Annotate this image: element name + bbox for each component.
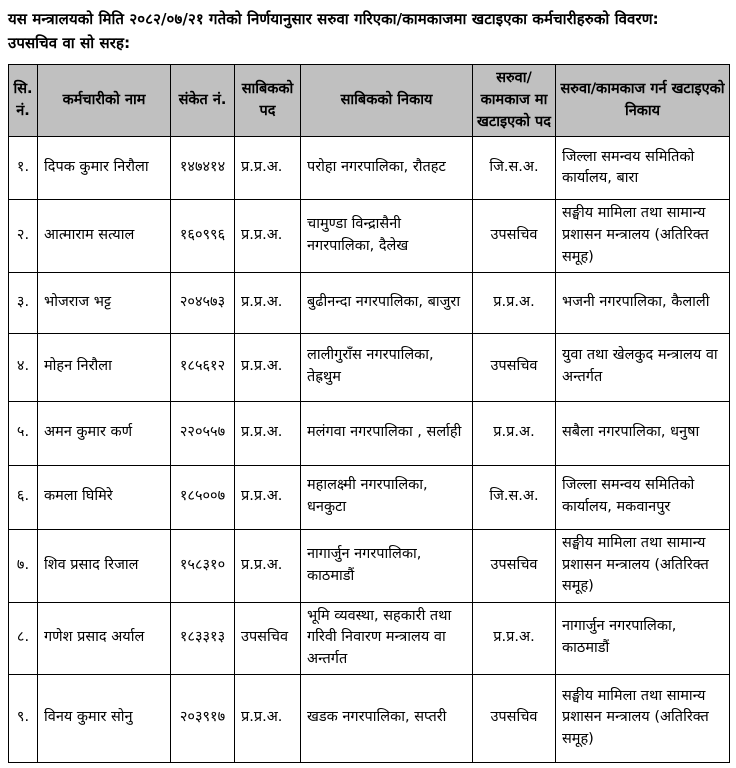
cell-old-post: प्र.प्र.अ. bbox=[235, 200, 301, 272]
cell-serial: ८. bbox=[9, 602, 38, 674]
cell-new-post: प्र.प्र.अ. bbox=[473, 401, 556, 465]
cell-old-post: प्र.प्र.अ. bbox=[235, 333, 301, 401]
cell-serial: ६. bbox=[9, 465, 38, 529]
column-header-code: संकेत नं. bbox=[171, 65, 235, 137]
column-header-name: कर्मचारीको नाम bbox=[38, 65, 171, 137]
table-row bbox=[9, 333, 730, 401]
cell-old-office: चामुण्डा विन्द्रासैनी नगरपालिका, दैलेख bbox=[301, 200, 473, 272]
cell-serial: १. bbox=[9, 137, 38, 200]
cell-code: १४७४१४ bbox=[171, 137, 235, 200]
cell-old-office: परोहा नगरपालिका, रौतहट bbox=[301, 137, 473, 200]
cell-new-office: भजनी नगरपालिका, कैलाली bbox=[556, 272, 730, 333]
cell-serial: २. bbox=[9, 200, 38, 272]
column-header-new-post: सरुवा/कामकाज मा खटाइएको पद bbox=[473, 65, 556, 137]
cell-code: २०४५७३ bbox=[171, 272, 235, 333]
table-row bbox=[9, 602, 730, 674]
cell-name: कमला घिमिरे bbox=[38, 465, 171, 529]
cell-new-office: नागार्जुन नगरपालिका, काठमाडौं bbox=[556, 602, 730, 674]
cell-new-post: जि.स.अ. bbox=[473, 465, 556, 529]
cell-name: शिव प्रसाद रिजाल bbox=[38, 529, 171, 602]
cell-new-office: सङ्घीय मामिला तथा सामान्य प्रशासन मन्त्रालय (अतिरिक्त समूह) bbox=[556, 200, 730, 272]
cell-code: १८५६१२ bbox=[171, 333, 235, 401]
cell-name: आत्माराम सत्याल bbox=[38, 200, 171, 272]
cell-code: १६०९९६ bbox=[171, 200, 235, 272]
cell-old-office: खडक नगरपालिका, सप्तरी bbox=[301, 674, 473, 762]
document-heading bbox=[8, 7, 729, 55]
table-row bbox=[9, 674, 730, 762]
cell-new-post: उपसचिव bbox=[473, 674, 556, 762]
cell-code: २२०५५७ bbox=[171, 401, 235, 465]
cell-old-post: प्र.प्र.अ. bbox=[235, 465, 301, 529]
cell-old-office: मलंगवा नगरपालिका , सर्लाही bbox=[301, 401, 473, 465]
cell-old-office: लालीगुराँस नगरपालिका, तेह्रथुम bbox=[301, 333, 473, 401]
cell-serial: ५. bbox=[9, 401, 38, 465]
cell-name: भोजराज भट्ट bbox=[38, 272, 171, 333]
cell-old-post: प्र.प्र.अ. bbox=[235, 529, 301, 602]
cell-new-office: सङ्घीय मामिला तथा सामान्य प्रशासन मन्त्रालय (अतिरिक्त समूह) bbox=[556, 674, 730, 762]
cell-new-office: जिल्ला समन्वय समितिको कार्यालय, बारा bbox=[556, 137, 730, 200]
cell-serial: ७. bbox=[9, 529, 38, 602]
cell-old-post: प्र.प्र.अ. bbox=[235, 272, 301, 333]
cell-old-office: महालक्ष्मी नगरपालिका, धनकुटा bbox=[301, 465, 473, 529]
cell-new-post: प्र.प्र.अ. bbox=[473, 602, 556, 674]
cell-new-office: जिल्ला समन्वय समितिको कार्यालय, मकवानपुर bbox=[556, 465, 730, 529]
cell-name: गणेश प्रसाद अर्याल bbox=[38, 602, 171, 674]
cell-new-post: उपसचिव bbox=[473, 529, 556, 602]
cell-serial: ९. bbox=[9, 674, 38, 762]
table-header-row bbox=[9, 65, 730, 137]
table-row bbox=[9, 272, 730, 333]
column-header-old-office: साबिकको निकाय bbox=[301, 65, 473, 137]
cell-code: १८५००७ bbox=[171, 465, 235, 529]
cell-code: १५८३१० bbox=[171, 529, 235, 602]
document-heading-line1: यस मन्त्रालयको मिति २०८२/०७/२१ गतेको निर्णयानुसार सरुवा गरिएका/कामकाजमा खटाइएका कर्मचारीहरुको विवरण: bbox=[8, 10, 659, 28]
cell-old-post: उपसचिव bbox=[235, 602, 301, 674]
cell-new-office: युवा तथा खेलकुद मन्त्रालय वा अन्तर्गत bbox=[556, 333, 730, 401]
table-row bbox=[9, 200, 730, 272]
column-header-new-office: सरुवा/कामकाज गर्न खटाइएको निकाय bbox=[556, 65, 730, 137]
cell-name: दिपक कुमार निरौला bbox=[38, 137, 171, 200]
cell-old-post: प्र.प्र.अ. bbox=[235, 137, 301, 200]
document-heading-line2: उपसचिव वा सो सरह: bbox=[8, 34, 131, 52]
cell-serial: ४. bbox=[9, 333, 38, 401]
cell-name: मोहन निरौला bbox=[38, 333, 171, 401]
table-row bbox=[9, 529, 730, 602]
transfer-table bbox=[8, 64, 730, 763]
cell-name: अमन कुमार कर्ण bbox=[38, 401, 171, 465]
table-row bbox=[9, 137, 730, 200]
cell-code: १८३३१३ bbox=[171, 602, 235, 674]
cell-old-post: प्र.प्र.अ. bbox=[235, 674, 301, 762]
cell-serial: ३. bbox=[9, 272, 38, 333]
cell-new-post: जि.स.अ. bbox=[473, 137, 556, 200]
cell-old-office: नागार्जुन नगरपालिका, काठमाडौं bbox=[301, 529, 473, 602]
cell-new-post: उपसचिव bbox=[473, 333, 556, 401]
column-header-serial: सि. नं. bbox=[9, 65, 38, 137]
cell-code: २०३९१७ bbox=[171, 674, 235, 762]
cell-new-office: सबैला नगरपालिका, धनुषा bbox=[556, 401, 730, 465]
cell-new-post: प्र.प्र.अ. bbox=[473, 272, 556, 333]
cell-old-post: प्र.प्र.अ. bbox=[235, 401, 301, 465]
cell-old-office: भूमि व्यवस्था, सहकारी तथा गरिवी निवारण मन्त्रालय वा अन्तर्गत bbox=[301, 602, 473, 674]
cell-new-post: उपसचिव bbox=[473, 200, 556, 272]
table-row bbox=[9, 465, 730, 529]
table-row bbox=[9, 401, 730, 465]
cell-new-office: सङ्घीय मामिला तथा सामान्य प्रशासन मन्त्रालय (अतिरिक्त समूह) bbox=[556, 529, 730, 602]
cell-old-office: बुढीनन्दा नगरपालिका, बाजुरा bbox=[301, 272, 473, 333]
column-header-old-post: साबिकको पद bbox=[235, 65, 301, 137]
cell-name: विनय कुमार सोनु bbox=[38, 674, 171, 762]
